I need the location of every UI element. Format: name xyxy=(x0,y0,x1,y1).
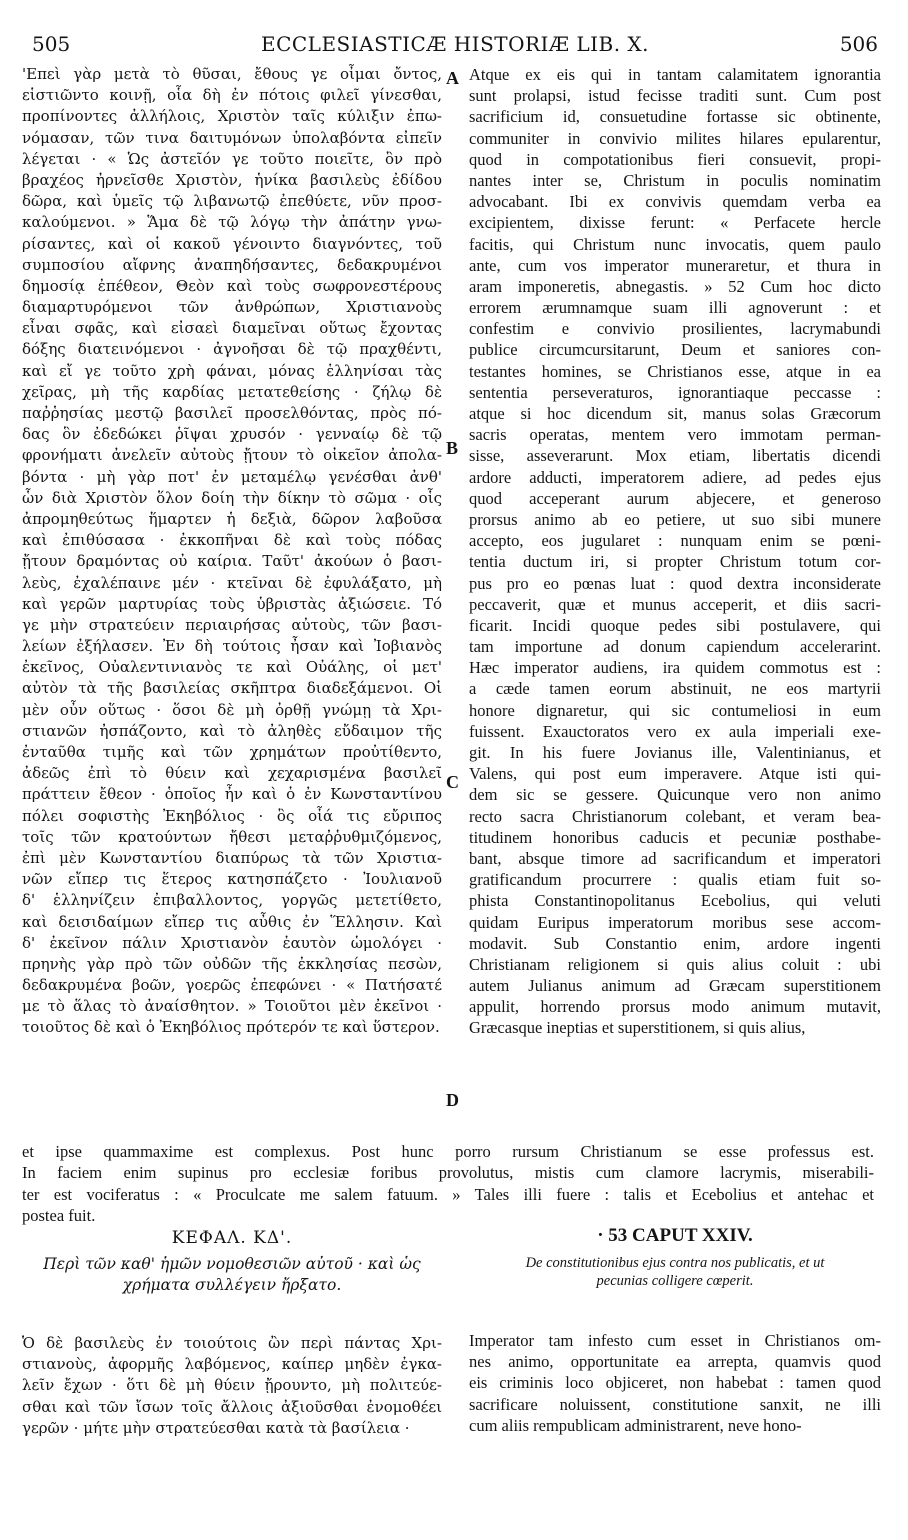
latin-text-line: fuissent. Exauctoratos vero ex aula imperiali exe- xyxy=(469,721,881,741)
greek-chapter-text xyxy=(22,1333,442,1439)
greek-text-line: βραχέος ἠρνεῖσθε Χριστὸν, ἡνίκα βασιλεὺς ἐδίδου xyxy=(22,170,442,189)
greek-text-line: νῶν εἴπερ τις ἕτερος κατησπάζετο · Ἰουλιανοῦ xyxy=(22,870,442,889)
latin-text-line: peccaverit, quæ et munus acceperit, et diis sacri- xyxy=(469,594,881,614)
full-width-paragraph xyxy=(22,1141,874,1227)
greek-chapter-line: Ὁ δὲ βασιλεὺς ἐν τοιούτοις ὢν περὶ πάντας Χρι- xyxy=(22,1334,442,1352)
greek-text-line: συμποσίου αἴφνης ἀναπηδήσαντες, δεδακρυμένοι xyxy=(22,255,442,274)
latin-text-line: sisse, asseverarunt. Mox etiam, libertatis dicendi xyxy=(469,446,881,466)
greek-text-line: βόντα · μὴ γὰρ ποτ' ἐν μεταμέλῳ γενέσθαι ἀνθ' xyxy=(22,467,442,486)
latin-text-line: prorsus animo ab eo petiere, ut suo sibi munere xyxy=(469,509,881,529)
latin-text-line: phista Constantinopolitanus Ecebolius, qui veluti xyxy=(469,891,881,911)
latin-chapter-heading: · 53 CAPUT XXIV. xyxy=(597,1225,753,1246)
latin-chapter-subtitle-1: De constitutionibus ejus contra nos publicatis, et ut xyxy=(525,1255,825,1271)
greek-text-line: δεδακρυμένα βοῶν, γοερῶς ἐπεφώνει · « Πατήσατέ xyxy=(22,976,442,995)
running-title: ECCLESIASTICÆ HISTORIÆ LIB. X. xyxy=(260,32,650,56)
latin-text-line: ficarit. Incidi quoque pedes sibi postulavere, qui xyxy=(469,615,881,635)
latin-text-line: ante, cum vos imperator muneraretur, et thura in xyxy=(469,255,881,275)
latin-text-line: quidam Euripus imperatorum moribus sese accom- xyxy=(469,912,881,932)
full-width-text-line: postea fuit. xyxy=(22,1206,96,1226)
latin-text-line: gratificandum procurrere : qualis etiam fuit so- xyxy=(469,870,881,890)
latin-text-line: Valens, qui post eum imperavere. Atque isti qui- xyxy=(469,764,881,784)
latin-text-line: nantes inter se, Christum in poculis nominatim xyxy=(469,170,881,190)
greek-text-line: εἱστιῶντο κοινῇ, οἷα δὴ ἐν πότοις φιλεῖ γίνεσθαι, xyxy=(22,86,442,105)
latin-text-line: pus pro eo pœnas luat : quod dextra inconsiderate xyxy=(469,573,881,593)
latin-text-line: quod in compotationibus fieri consuevit, propi- xyxy=(469,149,881,169)
latin-text-line: sunt prolapsi, istud fecisse traditi sunt. Cum post xyxy=(469,86,881,106)
latin-text-line: tam importune ad donum capiendum accelerarint. xyxy=(469,637,881,657)
greek-text-line: χεῖρας, μὴ τῆς καρδίας μετατεθείσης · ζήλῳ δὲ xyxy=(22,382,442,401)
greek-text-line: φρονήματι ἀνελεῖν αὐτοὺς ᾔτουν τὸ οἰκεῖον ἀπολα- xyxy=(22,446,442,465)
greek-text-line: δ' ἐκεῖνον πάλιν Χριστιανὸν ἑαυτὸν ὡμολόγει · xyxy=(22,933,442,952)
latin-text-line: testantes homines, se Christianos esse, atque in ea xyxy=(469,361,881,381)
latin-text-line: Hæc imperator audiens, ira quidem commotus est : xyxy=(469,658,881,678)
greek-text-line: δόξης διατεινόμενοι · ἀγνοῆσαι δὲ τῷ πραχθέντι, xyxy=(22,340,442,359)
greek-text-line: προπίνοντες ἀλλήλοις, Χριστὸν ταῖς κύλιξιν ἐπω- xyxy=(22,107,442,126)
latin-text-line: accepto, eos jugularet : nunquam enim se pœni- xyxy=(469,531,881,551)
latin-text-line: modavit. Sub Constantio enim, ardore ingenti xyxy=(469,933,881,953)
greek-column xyxy=(22,64,442,1039)
latin-text-line: sacris operatas, mentem vero immotam perman- xyxy=(469,425,881,445)
greek-text-line: ἀδεῶς ἐπὶ τὸ θύειν καὶ χεχαρισμένα βασιλεῖ xyxy=(22,764,442,783)
latin-column xyxy=(469,64,881,1039)
greek-text-line: πρηνὴς γὰρ πρὸ τῶν οὐδῶν τῆς ἐκκλησίας πεσὼν, xyxy=(22,954,442,973)
greek-text-line: τοῖς τῶν κρατούντων ἤθεσι μεταῤῥυθμιζόμενος, xyxy=(22,827,442,846)
latin-text-line: bant, absque timore ad sacrificandum et imperatori xyxy=(469,848,881,868)
full-width-text-line: et ipse quammaxime est complexus. Post hunc porro rursum Christianum se esse professus est. xyxy=(22,1142,874,1161)
greek-text-line: εἶναι σφᾶς, καὶ εἰσαεὶ διαμεῖναι οὕτως ἔχοντας xyxy=(22,319,442,338)
greek-text-line: ᾔτουν δραμόντας οὐ καίρια. Ταῦτ' ἀκούων ὁ βασι- xyxy=(22,552,442,571)
greek-text-line: δας ὃν ἐδεδώκει ῥῖψαι χρυσόν · γενναίῳ δὲ τῷ xyxy=(22,425,442,444)
greek-text-line: μὲν οὖν οὕτως · ὅσοι δὲ μὴ ὀρθῇ γνώμῃ τὰ Χρι- xyxy=(22,700,442,719)
latin-chapter-line: Imperator tam infesto cum esset in Christianos om- xyxy=(469,1331,881,1350)
greek-text-line: ὧν διὰ Χριστὸν ὅλον δοίη τὴν δίκην τὸ σῶμα · οἷς xyxy=(22,488,442,507)
latin-text-line: recto sacra Christianorum colebant, et veram bea- xyxy=(469,806,881,826)
margin-letter-c: C xyxy=(446,772,459,792)
greek-chapter-subtitle-1: Περὶ τῶν καθ' ἡμῶν νομοθεσιῶν αὐτοῦ · καὶ ὡς xyxy=(43,1255,421,1273)
greek-text-line: ἀπρομηθεύτως ἥμαρτεν ἡ δεξιὰ, δῶρον λαβοῦσα xyxy=(22,509,442,528)
margin-letter-b: B xyxy=(446,438,459,458)
latin-text-line: appulit, horrendo prorsus modo animum mutavit, xyxy=(469,997,881,1017)
greek-chapter-line: γερῶν · μήτε μὴν στρατεύεσθαι κατὰ τὰ βασίλεια · xyxy=(22,1418,410,1437)
greek-text-line: πόλει σοφιστὴς Ἐκηβόλιος · ὃς οἷά τις εὔριπος xyxy=(22,806,442,825)
greek-text-line: ρίσαντες, καὶ οἱ κακοῦ γένοιντο διαγνόντες, τοῦ xyxy=(22,234,442,253)
latin-text-line: dem sic se gessere. Quicunque vero non animo xyxy=(469,785,881,805)
greek-chapter-line: λεῖν ἔχων · ὅτι δὲ μὴ θύειν ᾔρουντο, μὴ πολιτεύε- xyxy=(22,1376,442,1395)
greek-text-line: διαμαρτυρόμενοι τῶν ἀνθρώπων, Χριστιανοὺς xyxy=(22,298,442,317)
page-number-right: 506 xyxy=(839,32,878,56)
latin-text-line: titudinem honoribus caducis et pecuniæ posthabe- xyxy=(469,827,881,847)
latin-text-line: publice circumcursitarunt, Deum et saniores con- xyxy=(469,340,881,360)
full-width-text-line: In faciem enim supinus pro ecclesiæ foribus provolutus, mistis cum clamore lacrymis, miserabili- xyxy=(22,1163,874,1183)
latin-text-line: atque si hoc dicendum sit, manus solas Græcorum xyxy=(469,404,881,423)
greek-text-line: λέγεται · « Ὡς ἀστεῖόν γε τοῦτο ποιεῖτε, ὃν πρὸ xyxy=(22,149,442,168)
latin-chapter-text xyxy=(469,1330,881,1436)
greek-text-line: ἐνταῦθα τιμῆς καὶ τῶν χρημάτων προὐτίθεντο, xyxy=(22,743,442,761)
greek-text-line: καὶ δεισιδαίμων εἴπερ τις αὖθις ἐν Ἕλλησιν. Καὶ xyxy=(22,912,442,931)
greek-text-line: τοιοῦτος δὲ καὶ ὁ Ἐκηβόλιος πρότερόν τε καὶ ὕστερον. xyxy=(22,1018,440,1037)
latin-text-line: sententia perseveraturos, ignorantiaque peccasse : xyxy=(469,382,881,402)
latin-text-line: excipientem, dixisse ferunt: « Perfacete hercle xyxy=(469,213,881,233)
greek-text-line: λείων ἐξήλασεν. Ἐν δὴ τούτοις ἦσαν καὶ Ἰοβιανὸς xyxy=(22,637,442,656)
latin-text-line: Christianam religionem si quis alius coluit : ubi xyxy=(469,954,881,974)
greek-text-line: δημοσίᾳ ἐπέθεον, Θεὸν καὶ τοὺς σωφρονεστέρους xyxy=(22,276,442,295)
greek-text-line: δ' ἑλληνίζειν ἐπιβαλλοντος, γοργῶς μετετίθετο, xyxy=(22,891,442,910)
greek-text-line: καὶ εἴ γε τοῦτο χρὴ φάναι, μόνας ἑλληνίσαι τὰς xyxy=(22,361,442,380)
full-width-text-line: ter est vociferatus : « Proculcate me salem fatuum. » Tales illi fuere : talis et Ecebolius et antehac et xyxy=(22,1184,874,1204)
latin-chapter-line: eis criminis loco objiceret, non habebat : tamen quod xyxy=(469,1373,881,1393)
greek-chapter-heading: ΚΕΦΑΛ. ΚΔ'. xyxy=(171,1228,293,1248)
greek-text-line: καὶ γερῶν μαρτυρίας τοὺς ὑβριστὰς ἀξιώσειε. Τό xyxy=(22,594,442,613)
latin-chapter-line: cum aliis rempublicam administrarent, neve hono- xyxy=(469,1415,802,1435)
latin-text-line: autem Julianus animum ad Græcam superstitionem xyxy=(469,976,881,996)
greek-text-line: παῤῥησίας μεστῷ βασιλεῖ προσελθόντας, πρὸς πό- xyxy=(22,404,442,422)
greek-text-line: καὶ ἐπιθύσασα · ἐκκοπῆναι δὲ καὶ τοὺς πόδας xyxy=(22,531,442,550)
latin-text-line: communiter in convivio milites hilares epularentur, xyxy=(469,128,881,148)
latin-text-line: Atque ex eis qui in tantam calamitatem ignorantia xyxy=(469,65,881,84)
greek-text-line: αὐτὸν τὰ τῆς βασιλείας σκῆπτρα διαδεξάμενοι. Οἱ xyxy=(22,679,442,698)
latin-text-line: facitis, qui Christum nunc invocatis, quem paulo xyxy=(469,234,881,254)
greek-text-line: με τὸ ἅλας τὸ ἀναίσθητον. » Τοιοῦτοι μὲν ἐκεῖνοι · xyxy=(22,997,442,1016)
greek-text-line: λεὺς, ἐχαλέπαινε μέν · κτεῖναι δὲ ἐφυλάξατο, μὴ xyxy=(22,573,442,592)
greek-text-line: ἐπὶ μὲν Κωνσταντίου διαπύρως τὰ τῶν Χριστια- xyxy=(22,848,442,867)
margin-letter-a: A xyxy=(446,68,459,88)
latin-chapter-line: sacrificare noluissent, constitutione sanxit, ne illi xyxy=(469,1394,881,1414)
latin-chapter-line: nes animo, opportunitate ea arrepta, quamvis quod xyxy=(469,1352,881,1372)
greek-text-line: καλούμενοι. » Ἅμα δὲ τῷ λόγῳ τὴν ἀπάτην γνω- xyxy=(22,213,442,232)
greek-text-line: γε μὴν στρατεύειν περιαιρήσας αὐτοὺς, τῶν βασι- xyxy=(22,615,442,634)
latin-text-line: honore dignaretur, qui sic contumeliosi in eum xyxy=(469,700,881,720)
latin-text-line: confestim e convivio prosilientes, lacrymabundi xyxy=(469,319,881,339)
greek-text-line: στιανῶν ἠσπάζοντο, καὶ τὸ ἀληθὲς εὔδαιμον τῆς xyxy=(22,721,442,740)
greek-chapter-subtitle-2: χρήματα συλλέγειν ἤρξατο. xyxy=(122,1276,342,1294)
latin-text-line: tentia ductum iri, si propter Christum totum cor- xyxy=(469,552,881,572)
latin-text-line: git. In his fuere Jovianus ille, Valentinianus, et xyxy=(469,743,881,762)
latin-chapter-subtitle-2: pecunias colligere cœperit. xyxy=(596,1273,754,1289)
latin-text-line: errorem ærumnamque suam illi agnoverunt : et xyxy=(469,298,881,318)
margin-letter-d: D xyxy=(446,1090,459,1110)
latin-text-line: sacrificium id, consuetudine fortasse sic obtinente, xyxy=(469,107,881,127)
latin-text-line: a cæde tamen eorum abstinuit, ne eos martyrii xyxy=(469,679,881,699)
greek-text-line: ἐκεῖνος, Οὐαλεντινιανὸς τε καὶ Οὐάλης, οἱ μετ' xyxy=(22,658,442,677)
greek-text-line: πράττειν ἔθεον · ὁποῖος ἦν καὶ ὁ ἐν Κωνσταντίνου xyxy=(22,785,442,804)
latin-text-line: Græcasque ineptias et superstitionem, si quis alius, xyxy=(469,1018,806,1038)
latin-text-line: advocabant. Ibi ex convivis quemdam verba ea xyxy=(469,192,881,212)
latin-text-line: ardore adducti, imperatorem adiere, ad pedes ejus xyxy=(469,467,881,487)
greek-text-line: δῶρα, καὶ ὑμεῖς τῷ λιβανωτῷ ἐπεθύετε, νῦν προσ- xyxy=(22,192,442,211)
page-number-left: 505 xyxy=(32,32,71,56)
greek-text-line: νόμασαν, τῶν τινα δαιτυμόνων ὑπολαβόντα εἰπεῖν xyxy=(22,128,442,147)
latin-text-line: quod acceperant aurum abjecere, et generoso xyxy=(469,488,881,508)
running-header xyxy=(32,31,878,57)
greek-text-line: 'Επεὶ γὰρ μετὰ τὸ θῦσαι, ἔθους γε οἶμαι ὄντος, xyxy=(22,65,442,83)
latin-text-line: aram imponeretis, abnegastis. » 52 Cum hoc dicto xyxy=(469,276,881,296)
greek-chapter-line: σθαι καὶ τῶν ἴσων τοῖς ἄλλοις ἀξιοῦσθαι ἐνομοθέει xyxy=(22,1397,442,1416)
greek-chapter-line: στιανοὺς, ἀφορμῆς λαβόμενος, καίπερ μηδὲν ἐγκα- xyxy=(22,1355,442,1374)
